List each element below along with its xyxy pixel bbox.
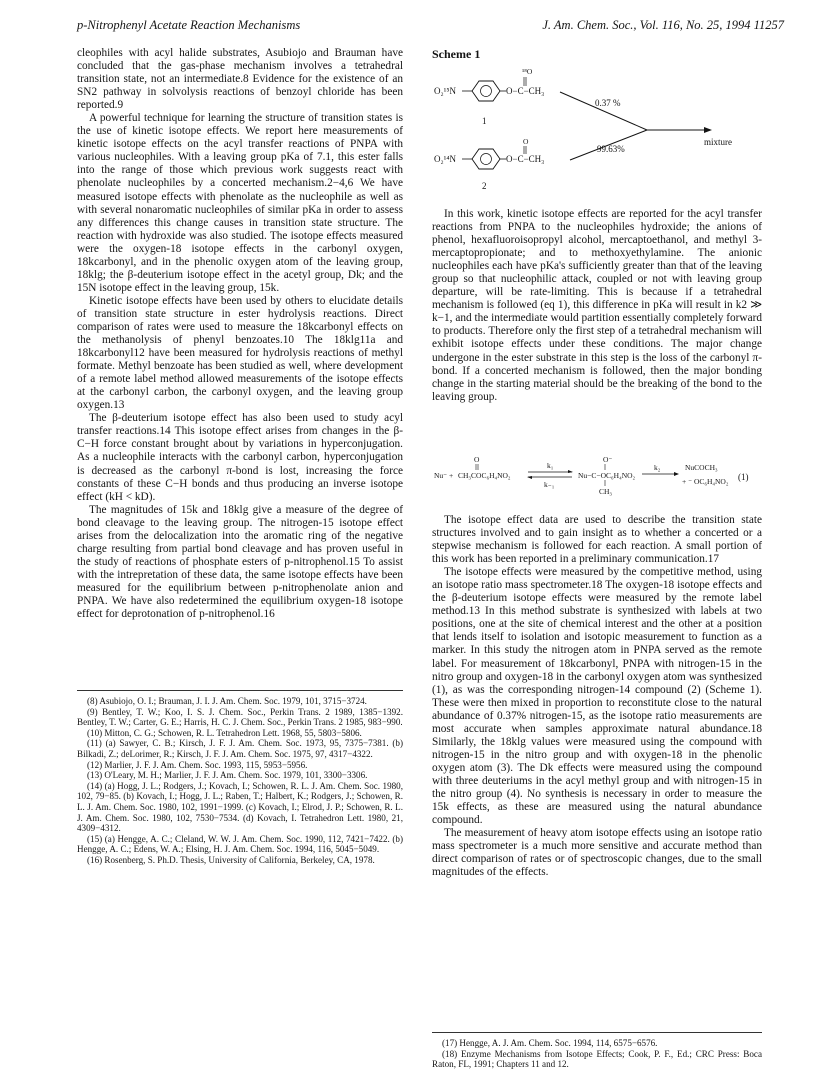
right-column-top — [432, 208, 762, 404]
footnote: (10) Mitton, C. G.; Schowen, R. L. Tetrahedron Lett. 1968, 55, 5803−5806. — [87, 727, 362, 738]
percent-2: 99.63% — [597, 144, 625, 154]
footnote: (8) Asubiojo, O. I.; Brauman, J. I. J. Am. Chem. Soc. 1979, 101, 3715−3724. — [87, 696, 367, 706]
paragraph: The isotope effects were measured by the competitive method, using an isotope ratio mass spectrometer.18 The oxygen-18 isotope effects and the β-deuterium isotope effects were measured by the remote label method.13 In this method substrate is synthesized with labels at two positions, one at the site of chemical interest and the other at a position that lends itself to isolation and isotopic measurement to function as a marker. In this study the nitrogen atom in PNPA served as the remote label. For measurement of 18kcarbonyl, PNPA with nitrogen-15 in the nitro group and oxygen-18 in the carbonyl oxygen atom was synthesized (1), as was the corresponding nitrogen-14 compound (2) (Scheme 1). These were then mixed in proportion to reconstitute close to the natural abundance of 0.37% nitrogen-15, as the isotope ratio measurements are most accurate when samples approximate natural abundance.18 Similarly, the 18klg values were measured using the compound with nitrogen-15 in the nitro group and with oxygen-18 in the phenolic oxygen atom (3). The Dk effects were measured using the compound with three deuteriums in the acyl methyl group and with nitrogen-15 in the nitro group (4). No synthesis is necessary in order to measure the 15k effects, as these are measured using the natural abundance compound. — [432, 566, 762, 827]
scheme-title: Scheme 1 — [432, 47, 481, 61]
eq-nucleophile: Nu⁻ + — [434, 471, 454, 480]
footnote: (13) O'Leary, M. H.; Marlier, J. F. J. Am. Chem. Soc. 1979, 101, 3300−3306. — [87, 770, 368, 781]
footnotes-left — [77, 690, 403, 866]
paragraph: A powerful technique for learning the structure of transition states is the use of kinetic isotope effects. We report here measurements of kinetic isotope effects on the acyl transfer reactions of PNPA with various nucleophiles. With a leaving group pKa of 7.1, this ester falls into the range of those which previous work suggests react with phenolate nucleophiles by a concerted mechanism.2−4,6 We have measured isotope effects with phenolate as the nucleophile as well as with several nonaromatic nucleophiles of similar pKa in order to assess any differences this change causes in transition state structure. The reaction with hydroxide was also studied. The isotope effects measured were the oxygen-18 isotope effects in the carbonyl oxygen, 18kcarbonyl, and in the phenolic oxygen atom of the leaving group, 18klg; the β-deuterium isotope effect in the acetyl group, Dk; and the 15N isotope effect in the leaving group, 15k. — [77, 112, 403, 294]
benzene-ring — [472, 81, 500, 101]
footnote: (15) (a) Hengge, A. C.; Cleland, W. W. J. Am. Chem. Soc. 1990, 112, 7421−7422. (b) Hengge, A. C.; Edens, W. A.; Elsing, H. J. Am. Chem. Soc. 1994, 116, 5045−5049. — [77, 833, 403, 855]
paragraph: The magnitudes of 15k and 18klg give a measure of the degree of bond cleavage to the leaving group. The nitrogen-15 isotope effect arises from the delocalization into the aromatic ring of the negative charge resulting from partial bond cleavage and has proven useful in the study of reactions of phosphate esters of p-nitrophenol.15 To assist with the intrepretation of these data, the same isotope effects have been measured for the equilibrium between p-nitrophenolate anion and PNPA. We have also redetermined the equilibrium oxygen-18 isotope effect for deprotonation of p-nitrophenol.16 — [77, 503, 403, 621]
running-header-journal: J. Am. Chem. Soc., Vol. 116, No. 25, 1994 11257 — [542, 18, 784, 32]
eq-intermediate: Nu−C−OC₆H₄NO₂ — [578, 471, 636, 480]
footnote: (16) Rosenberg, S. Ph.D. Thesis, University of California, Berkeley, CA, 1978. — [87, 854, 375, 865]
footnote: (9) Bentley, T. W.; Koo, I. S. J. Chem. Soc., Perkin Trans. 2 1989, 1385−1392. Bentley, T. W.; Carter, G. E.; Harris, H. C. J. Chem. Soc., Perkin Trans. 2 1985, 983−990. — [77, 706, 403, 728]
paragraph: The β-deuterium isotope effect has also been used to study acyl transfer reactions.14 This isotope effect arises from changes in the β-C−H force constant brought about by variations in hyperconjugation. As a nucleophile interacts with the carbonyl carbon, hyperconjugation is decreased as the carbonyl π-bond is lost, increasing the force constants of these C−H bonds and thus producing an inverse isotope effect (kH < kD). — [77, 412, 403, 503]
ester-tail: O−C−CH₃ — [506, 86, 545, 96]
footnote: (12) Marlier, J. F. J. Am. Chem. Soc. 1993, 115, 5953−5956. — [87, 759, 308, 770]
footnote-rule — [432, 1032, 762, 1033]
compound2-label: 2 — [482, 181, 487, 191]
footnote-rule — [77, 690, 403, 691]
eq-product-2: + ⁻ OC₆H₄NO₂ — [682, 477, 729, 486]
footnote: (17) Hengge, A. J. Am. Chem. Soc. 1994, 114, 6575−6576. — [442, 1038, 658, 1048]
paragraph: The measurement of heavy atom isotope effects using an isotope ratio mass spectrometer is a much more sensitive and accurate method than direct comparison of rates or of spectroscopic changes, due to the small magnitudes of the effects. — [432, 827, 762, 879]
eq-carbonyl-o: O — [474, 455, 480, 464]
eq-ch3: CH₃ — [599, 487, 613, 496]
footnote: (18) Enzyme Mechanisms from Isotope Effects; Cook, P. F., Ed.; CRC Press: Boca Raton, FL, 1991; Chapters 11 and 12. — [432, 1048, 762, 1070]
footnote: (11) (a) Sawyer, C. B.; Kirsch, J. F. J. Am. Chem. Soc. 1973, 95, 7375−7381. (b) Bilkadi, Z.; deLorimer, R.; Kirsch, J. F. J. Am. Chem. Soc. 1975, 97, 4317−4322. — [77, 738, 403, 759]
eq-k1: k₁ — [547, 461, 554, 470]
percent-1: 0.37 % — [595, 98, 621, 108]
footnotes-right — [432, 1032, 762, 1070]
compound1-nitro: O₂¹⁵N — [434, 86, 456, 96]
benzene-ring — [472, 149, 500, 169]
scheme-1-diagram — [432, 62, 762, 212]
running-header-title: p-Nitrophenyl Acetate Reaction Mechanisms — [77, 18, 301, 32]
paragraph: Kinetic isotope effects have been used by others to elucidate details of transition state structure in ester hydrolysis reactions. Direct comparison of rates were used to measure the 18kcarbonyl effects on the methanolysis of phenyl benzoates.10 The 18klg11a and 18kcarbonyl12 have been measured for hydrolysis reactions of methyl formate. Methyl benzoate has been studied as well, where development of a remote label method allowed measurements of the isotope effects at the carbonyl carbon, the carbonyl oxygen, and the leaving group oxygen.13 — [77, 294, 403, 412]
eq-o-minus: O⁻ — [603, 455, 613, 464]
paragraph: In this work, kinetic isotope effects are reported for the acyl transfer reactions from PNPA to the nucleophiles hydroxide; the anions of phenol, hexafluoroisopropyl alcohol, mercaptoethanol, and methyl 3-mercaptopropionate; and to methoxyethylamine. The anionic nucleophiles each have pKa's sufficiently greater than that of the leaving group so that nucleophilic attack, coupled or not with leaving group departure, will be rate-limiting. This is because if a tetrahedral mechanism is followed (eq 1), this difference in pKa will result in k2 ≫ k−1, and the intermediate would partition essentially completely forward to products. Therefore only the first step of a tetrahedral mechanism will exhibit isotope effects under these conditions. The major change undergone in the ester substrate in this step is the loss of the carbonyl π-bond. If a concerted mechanism is followed, then the major bonding change in the starting material should be the breaking of the bond to the leaving group. — [432, 208, 762, 403]
arrowhead — [704, 127, 712, 133]
eq-substrate: CH₃COC₆H₄NO₂ — [458, 471, 511, 480]
left-column — [77, 47, 403, 621]
arrowhead — [527, 476, 532, 479]
product-label: mixture — [704, 137, 732, 147]
aromatic-circle — [481, 86, 492, 97]
eq-k2: k₂ — [654, 463, 661, 472]
eq-product-1: NuCOCH₃ — [685, 463, 718, 472]
arrowhead — [674, 472, 679, 476]
right-column-bottom — [432, 514, 762, 879]
aromatic-circle — [481, 154, 492, 165]
equation-1 — [432, 454, 762, 502]
paragraph: cleophiles with acyl halide substrates, Asubiojo and Brauman have concluded that the gas-phase mechanism involves a tetrahedral transition state, not an intermediate.8 Evidence for the existence of an SN2 pathway in solvolysis reactions of benzoyl chloride has been reported.9 — [77, 47, 403, 112]
eq-number: (1) — [738, 472, 749, 482]
compound2-nitro: O₂¹⁴N — [434, 154, 456, 164]
o-label: O — [523, 137, 529, 146]
o18-label: ¹⁸O — [522, 67, 533, 76]
ester-tail: O−C−CH₃ — [506, 154, 545, 164]
footnote: (14) (a) Hogg, J. L.; Rodgers, J.; Kovach, I.; Schowen, R. L. J. Am. Chem. Soc. 1980, 102, 79−85. (b) Kovach, I.; Hogg, J. L.; Raben, T.; Halbert, K.; Rodgers, J.; Schowen, R. L. J. Am. Chem. Soc. 1980, 102, 1991−1999. (c) Kovach, I.; Elrod, J. P.; Schowen, R. L. J. Am. Chem. Soc. 1980, 102, 7530−7534. (d) Kovach, I. Tetrahedron Lett. 1980, 21, 4309−4312. — [77, 780, 403, 834]
paragraph: The isotope effect data are used to describe the transition state structures involved and to gain insight as to whether a concerted or a stepwise mechanism is followed for each reaction. A small portion of this work has been reported in a preliminary communication.17 — [432, 514, 762, 566]
eq-k-1: k₋₁ — [544, 480, 555, 489]
arrowhead — [568, 470, 573, 473]
compound1-label: 1 — [482, 116, 487, 126]
